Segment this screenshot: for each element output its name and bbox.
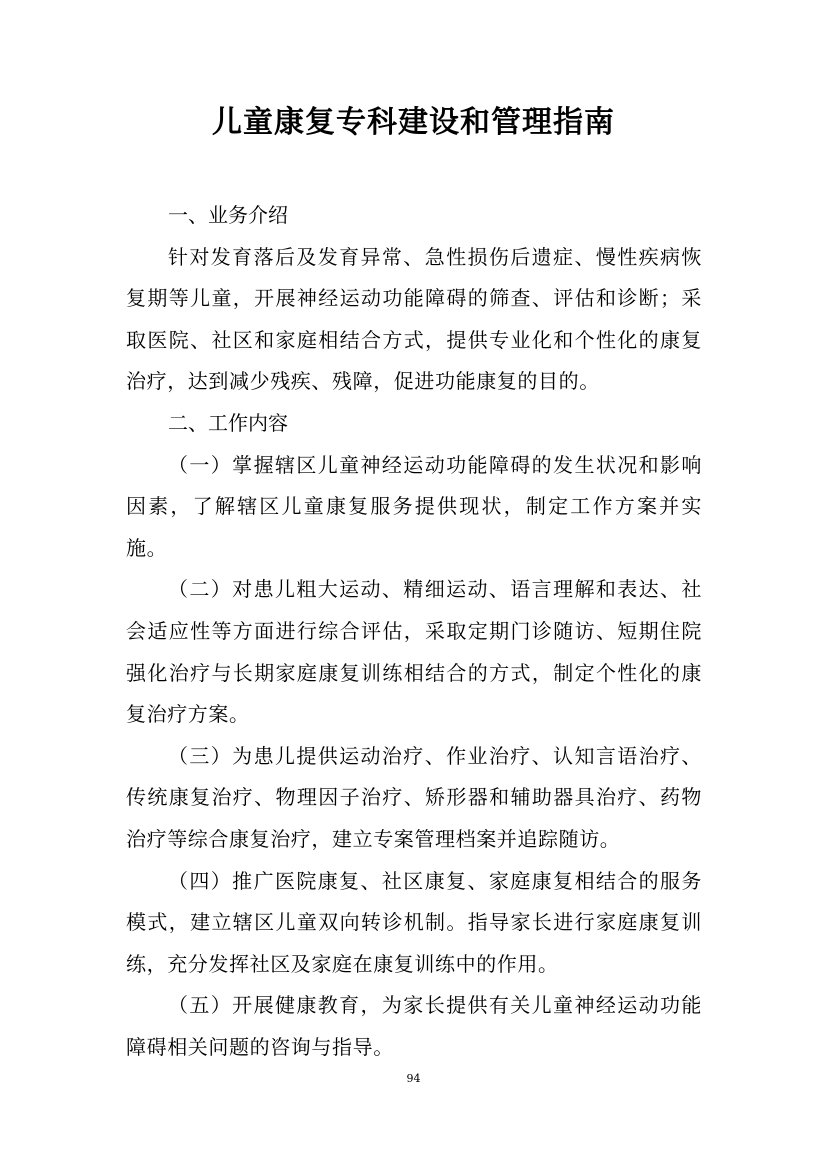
paragraph-business-intro: 针对发育落后及发育异常、急性损伤后遗症、慢性疾病恢复期等儿童，开展神经运动功能障碍的筛查、评估和诊断；采取医院、社区和家庭相结合方式，提供专业化和个性化的康复治疗，达到减少残疾、残障，促进功能康复的目的。 bbox=[126, 244, 702, 394]
section-heading-work-content: 二、工作内容 bbox=[168, 410, 288, 435]
paragraph-work-item-3: （三）为患儿提供运动治疗、作业治疗、认知言语治疗、传统康复治疗、物理因子治疗、矫形器和辅助器具治疗、药物治疗等综合康复治疗，建立专案管理档案并追踪随访。 bbox=[126, 743, 702, 851]
page-number: 94 bbox=[406, 1072, 421, 1085]
document-body bbox=[126, 195, 702, 1068]
paragraph-work-item-2: （二）对患儿粗大运动、精细运动、语言理解和表达、社会适应性等方面进行综合评估，采取定期门诊随访、短期住院强化治疗与长期家庭康复训练相结合的方式，制定个性化的康复治疗方案。 bbox=[126, 577, 702, 727]
paragraph-work-item-4: （四）推广医院康复、社区康复、家庭康复相结合的服务模式，建立辖区儿童双向转诊机制。指导家长进行家庭康复训练，充分发挥社区及家庭在康复训练中的作用。 bbox=[126, 868, 702, 976]
paragraph-work-item-1: （一）掌握辖区儿童神经运动功能障碍的发生状况和影响因素，了解辖区儿童康复服务提供现状，制定工作方案并实施。 bbox=[126, 452, 702, 560]
document-title: 儿童康复专科建设和管理指南 bbox=[212, 105, 615, 140]
paragraph-work-item-5: （五）开展健康教育，为家长提供有关儿童神经运动功能障碍相关问题的咨询与指导。 bbox=[126, 993, 702, 1059]
section-heading-business-intro: 一、业务介绍 bbox=[168, 203, 288, 227]
